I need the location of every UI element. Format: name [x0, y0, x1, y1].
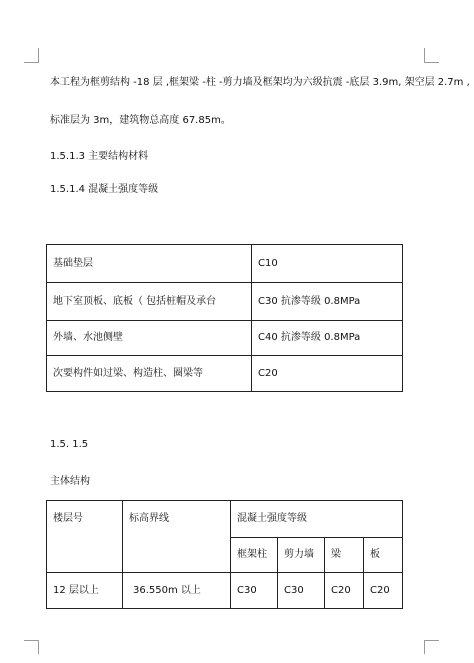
header-floor: 楼层号: [47, 501, 123, 573]
table-cell-grade: C30 抗渗等级 0.8MPa: [252, 283, 403, 321]
table-cell-element: 外墙、水池侧壁: [47, 321, 252, 356]
heading-section-number: 1.5. 1.5: [50, 439, 89, 450]
crop-mark-top-right: [424, 62, 439, 63]
table-row: [47, 356, 403, 392]
heading-concrete-strength: 1.5.1.4 混凝土强度等级: [50, 184, 159, 195]
cell-floor: 12 层以上: [47, 573, 123, 609]
table-cell-grade: C20: [252, 356, 403, 392]
paragraph-structure-summary: 本工程为框剪结构 -18 层 ,框架梁 -柱 -剪力墙及框架均为六级抗震 -底层 3.9m, 架空层 2.7m ,: [50, 77, 470, 88]
cell-elevation: 36.550m 以上: [123, 573, 231, 609]
table-row: [47, 283, 403, 321]
concrete-strength-table: [46, 244, 403, 392]
table-header-row: [47, 501, 403, 538]
header-slab: 板: [364, 538, 403, 573]
table-row: [47, 245, 403, 283]
crop-mark-bottom-left: [24, 640, 39, 641]
crop-mark-top-left: [24, 62, 39, 63]
paragraph-building-height: 标准层为 3m，建筑物总高度 67.85m。: [50, 115, 231, 126]
cell-slab: C20: [364, 573, 403, 609]
header-beam: 梁: [325, 538, 364, 573]
crop-mark-bottom-right: [424, 640, 439, 641]
table-cell-grade: C10: [252, 245, 403, 283]
header-shear-wall: 剪力墙: [278, 538, 325, 573]
crop-mark-top-left: [38, 48, 39, 62]
table-row: [47, 321, 403, 356]
table-cell-element: 次要构件如过梁、构造柱、圈梁等: [47, 356, 252, 392]
header-elevation: 标高界线: [123, 501, 231, 573]
heading-main-structure: 主体结构: [50, 476, 90, 487]
crop-mark-bottom-right: [424, 640, 425, 654]
crop-mark-top-right: [424, 48, 425, 62]
heading-main-materials: 1.5.1.3 主要结构材料: [50, 151, 149, 162]
crop-mark-bottom-left: [38, 640, 39, 654]
header-frame-column: 框架柱: [231, 538, 278, 573]
table-cell-element: 基础垫层: [47, 245, 252, 283]
cell-frame-column: C30: [231, 573, 278, 609]
cell-shear-wall: C30: [278, 573, 325, 609]
main-structure-table: [46, 500, 403, 609]
table-cell-grade: C40 抗渗等级 0.8MPa: [252, 321, 403, 356]
table-row: [47, 573, 403, 609]
header-concrete-strength: 混凝土强度等级: [231, 501, 403, 538]
cell-beam: C20: [325, 573, 364, 609]
table-cell-element: 地下室顶板、底板（ 包括桩帽及承台: [47, 283, 252, 321]
